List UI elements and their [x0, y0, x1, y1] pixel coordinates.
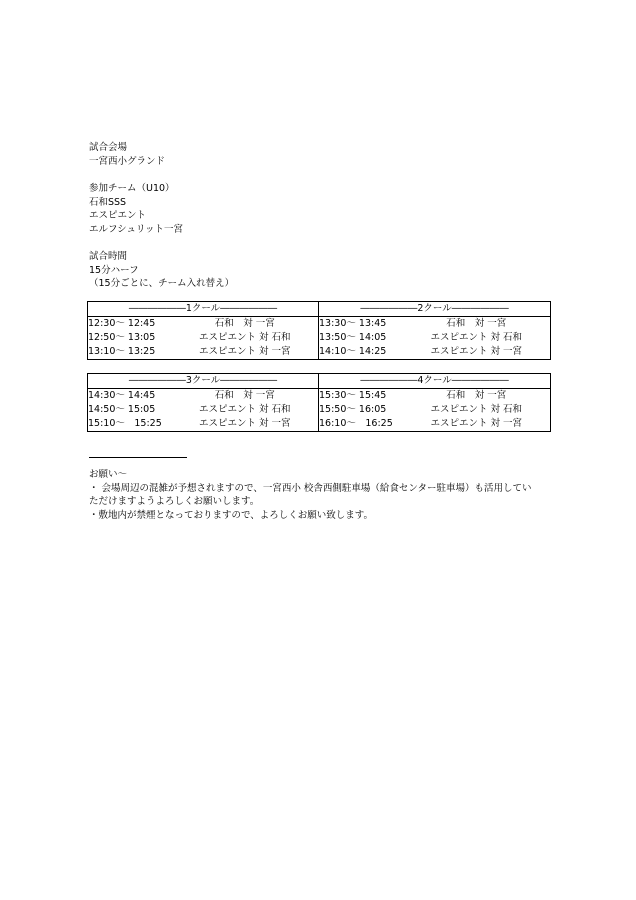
time-slot: 15:50～ 16:05 — [319, 403, 409, 417]
matchup: エスピエント 対 石和 — [178, 331, 319, 345]
time-slot: 12:50～ 13:05 — [88, 331, 178, 345]
schedule-table-2 — [87, 373, 551, 432]
round-header: ――――――1クール―――――― — [88, 302, 319, 317]
matchup: エスピエント 対 石和 — [409, 331, 551, 345]
matchup: 石和 対 一宮 — [409, 389, 551, 404]
teams-section — [89, 182, 183, 236]
notes-section — [89, 468, 559, 522]
notes-heading: お願い～ — [89, 469, 128, 480]
table-header-row — [88, 374, 551, 389]
table-header-row — [88, 302, 551, 317]
time-slot: 16:10～ 16:25 — [319, 417, 409, 432]
time-slot: 14:30～ 14:45 — [88, 389, 178, 404]
table-row — [88, 317, 551, 332]
venue-section — [89, 141, 165, 168]
matchup: エスピエント 対 一宮 — [409, 345, 551, 360]
venue-heading: 試合会場 — [89, 142, 128, 153]
note-line: ・敷地内が禁煙となっておりますので、よろしくお願い致します。 — [89, 509, 374, 521]
teams-heading: 参加チーム（U10） — [89, 183, 175, 194]
note-line: ・ 会場周辺の混雑が予想されますので、一宮西小 校舎西側駐車場（給食センター駐車場）も活用してい — [89, 482, 532, 494]
team-name: 石和SSS — [89, 196, 127, 208]
time-slot: 15:30～ 15:45 — [319, 389, 409, 404]
team-name: エスピエント — [89, 210, 147, 222]
matchup: エスピエント 対 一宮 — [409, 417, 551, 432]
time-slot: 14:50～ 15:05 — [88, 403, 178, 417]
matchup: 石和 対 一宮 — [178, 317, 319, 332]
round-header: ――――――3クール―――――― — [88, 374, 319, 389]
match-time-format: 15分ハーフ — [89, 264, 139, 276]
note-line: ただけますようよろしくお願いします。 — [89, 496, 260, 508]
table-row — [88, 345, 551, 360]
round-header: ――――――2クール―――――― — [319, 302, 551, 317]
match-time-note: （15分ごとに、チーム入れ替え） — [89, 278, 235, 290]
time-slot: 13:10～ 13:25 — [88, 345, 178, 360]
time-slot: 14:10～ 14:25 — [319, 345, 409, 360]
divider — [89, 457, 187, 458]
matchup: 石和 対 一宮 — [178, 389, 319, 404]
matchup: エスピエント 対 石和 — [409, 403, 551, 417]
matchup: 石和 対 一宮 — [409, 317, 551, 332]
table-row — [88, 417, 551, 432]
time-slot: 12:30～ 12:45 — [88, 317, 178, 332]
time-slot: 13:30～ 13:45 — [319, 317, 409, 332]
table-row — [88, 331, 551, 345]
matchup: エスピエント 対 石和 — [178, 403, 319, 417]
team-name: エルフシュリット一宮 — [89, 223, 184, 235]
table-row — [88, 389, 551, 404]
matchup: エスピエント 対 一宮 — [178, 417, 319, 432]
match-time-section — [89, 250, 234, 291]
match-time-heading: 試合時間 — [89, 251, 128, 262]
time-slot: 15:10～ 15:25 — [88, 417, 178, 432]
venue-name: 一宮西小グランド — [89, 155, 166, 167]
round-header: ――――――4クール―――――― — [319, 374, 551, 389]
schedule-table-1 — [87, 301, 551, 360]
time-slot: 13:50～ 14:05 — [319, 331, 409, 345]
table-row — [88, 403, 551, 417]
matchup: エスピエント 対 一宮 — [178, 345, 319, 360]
